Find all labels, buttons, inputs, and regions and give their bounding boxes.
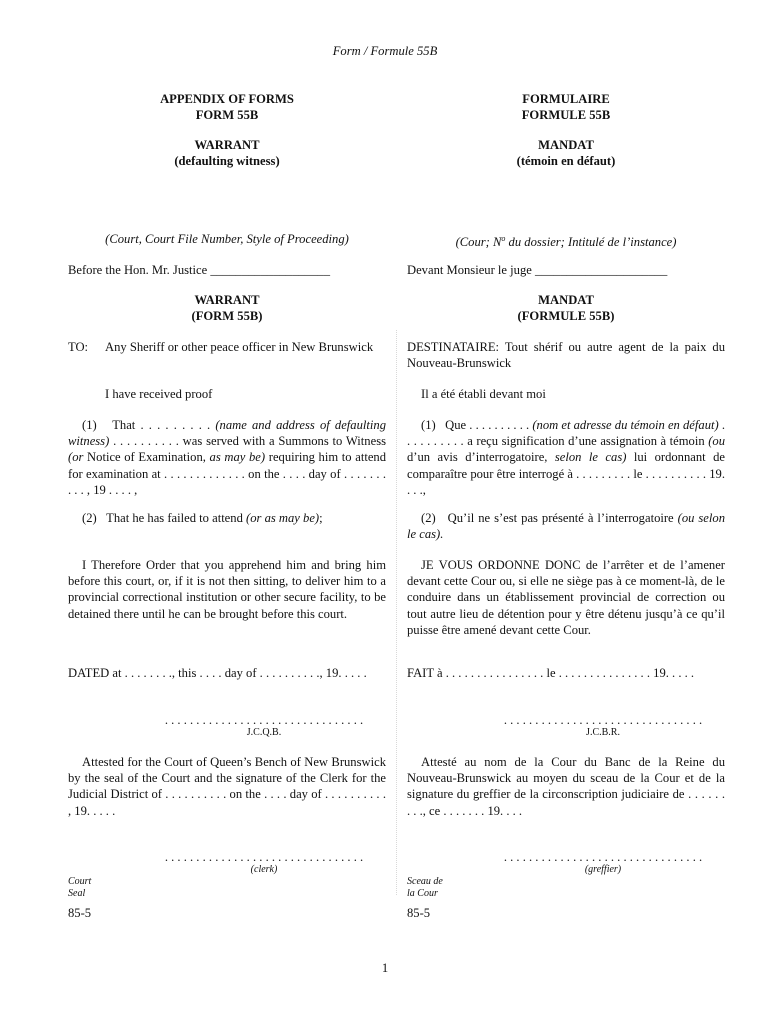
left-warrant-title: WARRANT bbox=[194, 293, 260, 307]
left-doc-subtitle: (defaulting witness) bbox=[174, 154, 280, 169]
page-number: 1 bbox=[381, 961, 389, 975]
right-item-1-text-c: . . . . . . . . . . a reçu signification d’une assignation à témoin bbox=[407, 418, 725, 449]
left-item-2-italic-b: (or as may be) bbox=[246, 511, 320, 525]
right-court-caption-sup: o bbox=[501, 234, 506, 243]
left-doc-heading bbox=[68, 137, 386, 169]
left-appendix-title: APPENDIX OF FORMS bbox=[160, 92, 294, 106]
right-item-2-text-a: Qu’il ne s’est pas présenté à l’interrogatoire bbox=[447, 511, 678, 525]
right-court-caption-b: du dossier; Intitulé de l’instance) bbox=[505, 235, 677, 250]
right-before-justice: Devant Monsieur le juge _____________________ bbox=[407, 263, 668, 277]
left-item-1-text-c: . . . . . . . . . . was served with a Summons to Witness bbox=[109, 434, 386, 449]
left-item-1-number: (1) bbox=[82, 418, 97, 432]
left-received-proof: I have received proof bbox=[105, 387, 213, 401]
left-dated-line: DATED at . . . . . . . ., this . . . . day of . . . . . . . . . ., 19. . . . . bbox=[68, 666, 367, 680]
left-seal-line-1: Court bbox=[68, 876, 92, 887]
right-court-caption bbox=[407, 231, 725, 250]
right-item-1-italic-d: (ou bbox=[708, 434, 725, 449]
right-item-1-number: (1) bbox=[421, 418, 436, 432]
right-seal-line-1: Sceau de bbox=[407, 876, 443, 887]
right-form-number: FORMULE 55B bbox=[521, 108, 611, 123]
right-item-2-italic-b: (ou selon le cas). bbox=[407, 511, 725, 542]
right-appendix-heading bbox=[407, 91, 725, 123]
right-judge-signature-label: J.C.B.R. bbox=[586, 727, 620, 738]
right-dated-line: FAIT à . . . . . . . . . . . . . . . . le . . . . . . . . . . . . . . . 19. . . . . bbox=[407, 666, 695, 680]
left-clerk-signature-label: (clerk) bbox=[250, 864, 278, 875]
left-form-number: FORM 55B bbox=[195, 108, 259, 123]
right-item-2 bbox=[407, 510, 725, 542]
right-warrant-heading bbox=[407, 292, 725, 324]
left-warrant-heading bbox=[68, 292, 386, 324]
left-item-2-text-c: ; bbox=[319, 511, 323, 525]
left-seal-line-2: Seal bbox=[68, 888, 86, 899]
right-doc-heading bbox=[407, 137, 725, 169]
right-received-proof: Il a été établi devant moi bbox=[421, 387, 546, 401]
right-judge-signature-line: . . . . . . . . . . . . . . . . . . . . . . . . . . . . . . . . bbox=[503, 713, 703, 727]
right-warrant-title: MANDAT bbox=[538, 293, 594, 307]
right-item-2-number: (2) bbox=[421, 511, 436, 525]
right-item-1-text-g: lui ordonnant de comparaître pour être interrogé à . . . . . . . . . le . . . . . . . . . . 19. . . ., bbox=[407, 450, 725, 497]
right-to-text: DESTINATAIRE: Tout shérif ou autre agent de la paix du Nouveau-Brunswick bbox=[407, 340, 725, 371]
left-item-1-text-e: Notice of Examination, bbox=[83, 450, 210, 465]
left-appendix-heading bbox=[68, 91, 386, 123]
left-doc-title: WARRANT bbox=[194, 138, 260, 152]
right-item-1 bbox=[407, 417, 725, 498]
left-item-1-italic-f: as may be) bbox=[209, 450, 266, 465]
right-clerk-signature-label: (greffier) bbox=[584, 864, 622, 875]
right-attestation-paragraph: Attesté au nom de la Cour du Banc de la Reine du Nouveau-Brunswick au moyen du sceau de la Cour et de la signature du greffier de la circonscription judiciaire de . . . . . . . . ., ce . . . . . . . 19. . . . bbox=[407, 755, 725, 818]
right-doc-title: MANDAT bbox=[538, 138, 594, 152]
left-judge-signature-line: . . . . . . . . . . . . . . . . . . . . . . . . . . . . . . . . bbox=[164, 713, 364, 727]
right-item-1-italic-f: selon le cas) bbox=[554, 450, 627, 465]
left-court-seal bbox=[68, 876, 168, 900]
right-item-1-text-a: Que . . . . . . . . . . bbox=[445, 418, 533, 432]
right-item-1-text-e: d’un avis d’interrogatoire, bbox=[407, 450, 555, 465]
left-attestation-paragraph: Attested for the Court of Queen’s Bench of New Brunswick by the seal of the Court and the signature of the Clerk for the Judicial District of . . . . . . . . . . on the . . . . day of . . . . . . . . . . , 19. . . . . bbox=[68, 755, 386, 818]
right-clerk-signature-line: . . . . . . . . . . . . . . . . . . . . . . . . . . . . . . . . bbox=[503, 850, 703, 864]
running-header: Form / Formule 55B bbox=[332, 44, 438, 58]
right-item-1-italic-b: (nom et adresse du témoin en défaut) bbox=[532, 418, 719, 432]
left-before-justice: Before the Hon. Mr. Justice ___________________ bbox=[68, 263, 330, 277]
left-item-2 bbox=[68, 510, 386, 526]
left-clerk-signature-line: . . . . . . . . . . . . . . . . . . . . . . . . . . . . . . . . bbox=[164, 850, 364, 864]
left-page-code: 85-5 bbox=[68, 906, 92, 920]
left-item-1-italic-d: (or bbox=[68, 450, 84, 465]
left-order-paragraph: I Therefore Order that you apprehend him and bring him before this court, or, if it is not then sitting, to deliver him to a provincial correctional institution or other secure facility, to be detained there until he can be brought before this court. bbox=[68, 558, 386, 621]
left-item-2-text-a: That he has failed to attend bbox=[106, 511, 247, 525]
right-doc-subtitle: (témoin en défaut) bbox=[516, 154, 616, 169]
left-item-1-text-a: That . . . . . . . . . bbox=[112, 418, 216, 432]
left-item-1-italic-b: (name and address of defaulting witness) bbox=[68, 418, 386, 449]
right-court-seal bbox=[407, 876, 507, 900]
left-warrant-form: (FORM 55B) bbox=[191, 309, 263, 324]
left-item-2-number: (2) bbox=[82, 511, 97, 525]
left-court-caption: (Court, Court File Number, Style of Proceeding) bbox=[105, 232, 349, 246]
right-warrant-form: (FORMULE 55B) bbox=[517, 309, 615, 324]
right-order-paragraph: JE VOUS ORDONNE DONC de l’arrêter et de l’amener devant cette Cour ou, si elle ne siège pas à ce moment-là, de le conduire dans un établissement provincial de correction ou tout autre lieu de détention pour y être détenu jusqu’à ce qu’il puisse être amené devant cette Cour. bbox=[407, 558, 725, 637]
left-item-1-text-g: requiring him to attend for examination at . . . . . . . . . . . . . on the . . . . day of . . . . . . . . . . , 19 . . . . , bbox=[68, 450, 387, 497]
left-to-text: Any Sheriff or other peace officer in New Brunswick bbox=[105, 340, 374, 354]
right-page-code: 85-5 bbox=[407, 906, 431, 920]
right-appendix-title: FORMULAIRE bbox=[522, 92, 610, 106]
right-court-caption-a: (Cour; N bbox=[455, 235, 502, 250]
left-to-label: TO: bbox=[68, 340, 89, 354]
right-seal-line-2: la Cour bbox=[407, 888, 438, 899]
left-judge-signature-label: J.C.Q.B. bbox=[246, 727, 282, 738]
column-divider bbox=[396, 330, 397, 895]
left-item-1 bbox=[68, 417, 386, 498]
